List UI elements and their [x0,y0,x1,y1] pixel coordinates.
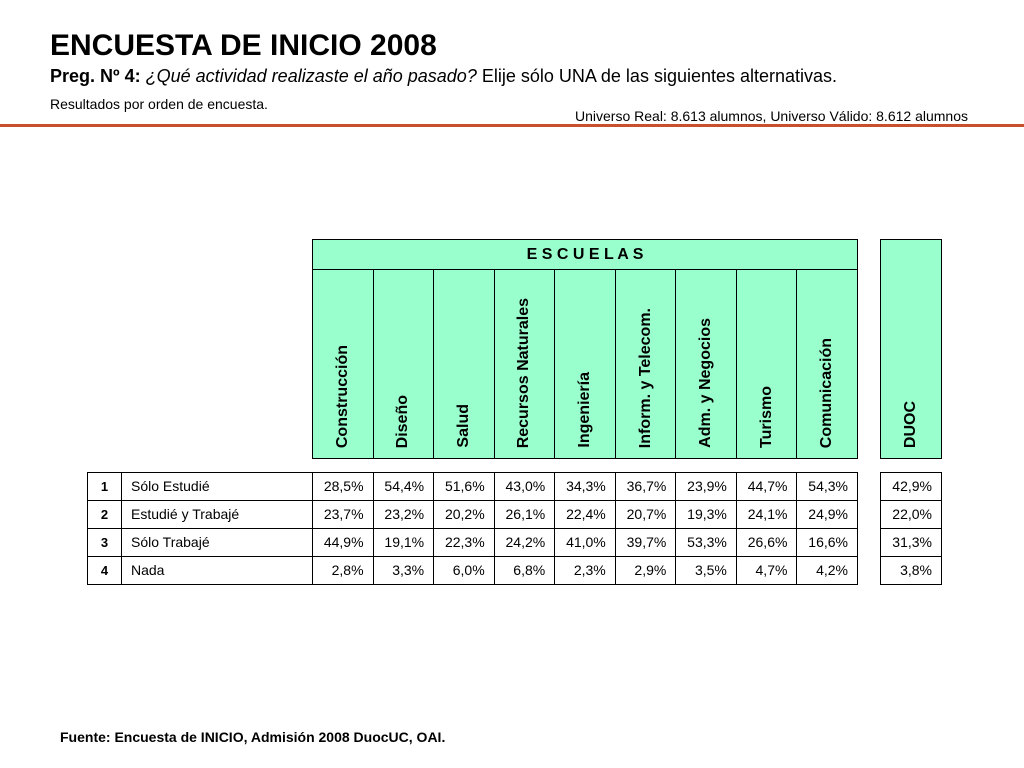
value-cell-recursos-naturales: 6,8% [495,557,556,585]
escuelas-group-header: E S C U E L A S [313,240,858,270]
value-cell-duoc: 31,3% [881,529,942,557]
column-label: Diseño [394,394,412,448]
value-cell-turismo: 24,1% [737,501,798,529]
value-cell-ingenieria: 22,4% [555,501,616,529]
column-label: Salud [454,404,472,448]
results-note: Resultados por orden de encuesta. [50,96,268,112]
column-header-duoc [880,239,942,459]
column-header-construccion [313,270,374,459]
value-cell-ingenieria: 2,3% [555,557,616,585]
value-cell-comunicacion: 24,9% [797,501,858,529]
row-label: Nada [122,557,313,585]
column-header-ingenieria [555,270,616,459]
value-cell-salud: 6,0% [434,557,495,585]
value-cell-comunicacion: 54,3% [797,473,858,501]
value-cell-comunicacion: 16,6% [797,529,858,557]
value-cell-duoc: 3,8% [881,557,942,585]
row-number: 1 [88,473,122,501]
universe-info: Universo Real: 8.613 alumnos, Universo Válido: 8.612 alumnos [575,108,968,124]
value-cell-turismo: 4,7% [737,557,798,585]
column-header-turismo [737,270,798,459]
value-cell-inform-telecom: 2,9% [616,557,677,585]
value-cell-inform-telecom: 36,7% [616,473,677,501]
column-header-adm-negocios [676,270,737,459]
school-columns [313,270,858,459]
value-cell-turismo: 26,6% [737,529,798,557]
row-label: Sólo Trabajé [122,529,313,557]
value-cell-recursos-naturales: 24,2% [495,529,556,557]
table-row [88,473,858,501]
question-instructions: Elije sólo UNA de las siguientes alternativas. [481,66,838,86]
column-header-inform-telecom [616,270,677,459]
value-cell-construccion: 44,9% [313,529,374,557]
page-title: ENCUESTA DE INICIO 2008 [50,29,437,62]
schools-header [312,239,858,459]
row-number: 2 [88,501,122,529]
row-number: 3 [88,529,122,557]
table-row [88,557,858,585]
column-label: Turismo [757,386,775,448]
column-header-recursos-naturales [495,270,556,459]
header-rule [0,124,1024,127]
value-cell-duoc: 42,9% [881,473,942,501]
value-cell-adm-negocios: 3,5% [676,557,737,585]
value-cell-salud: 51,6% [434,473,495,501]
column-label: Recursos Naturales [515,297,533,448]
value-cell-recursos-naturales: 43,0% [495,473,556,501]
question-line [50,64,837,88]
question-text: ¿Qué actividad realizaste el año pasado? [145,66,477,86]
value-cell-diseno: 23,2% [374,501,435,529]
value-cell-adm-negocios: 53,3% [676,529,737,557]
value-cell-comunicacion: 4,2% [797,557,858,585]
table-row [88,501,858,529]
value-cell-construccion: 23,7% [313,501,374,529]
value-cell-ingenieria: 41,0% [555,529,616,557]
column-label: Adm. y Negocios [697,318,715,448]
column-label: DUOC [902,400,919,448]
value-cell-construccion: 28,5% [313,473,374,501]
value-cell-inform-telecom: 20,7% [616,501,677,529]
column-label: Inform. y Telecom. [636,307,654,448]
duoc-total-column [880,472,942,585]
value-cell-adm-negocios: 23,9% [676,473,737,501]
question-number: Preg. Nº 4: [50,66,141,86]
column-label: Construcción [333,344,351,448]
row-label: Estudié y Trabajé [122,501,313,529]
source-footnote: Fuente: Encuesta de INICIO, Admisión 2008 DuocUC, OAI. [60,729,446,745]
column-header-salud [434,270,495,459]
value-cell-diseno: 19,1% [374,529,435,557]
column-label: Ingeniería [575,372,593,448]
column-header-diseno [374,270,435,459]
value-cell-construccion: 2,8% [313,557,374,585]
value-cell-ingenieria: 34,3% [555,473,616,501]
value-cell-diseno: 3,3% [374,557,435,585]
results-table [87,472,858,585]
row-label: Sólo Estudié [122,473,313,501]
value-cell-duoc: 22,0% [881,501,942,529]
value-cell-diseno: 54,4% [374,473,435,501]
value-cell-adm-negocios: 19,3% [676,501,737,529]
column-header-comunicacion [797,270,858,459]
row-number: 4 [88,557,122,585]
table-row [88,529,858,557]
value-cell-salud: 22,3% [434,529,495,557]
value-cell-turismo: 44,7% [737,473,798,501]
value-cell-salud: 20,2% [434,501,495,529]
value-cell-inform-telecom: 39,7% [616,529,677,557]
value-cell-recursos-naturales: 26,1% [495,501,556,529]
column-label: Comunicación [818,337,836,448]
